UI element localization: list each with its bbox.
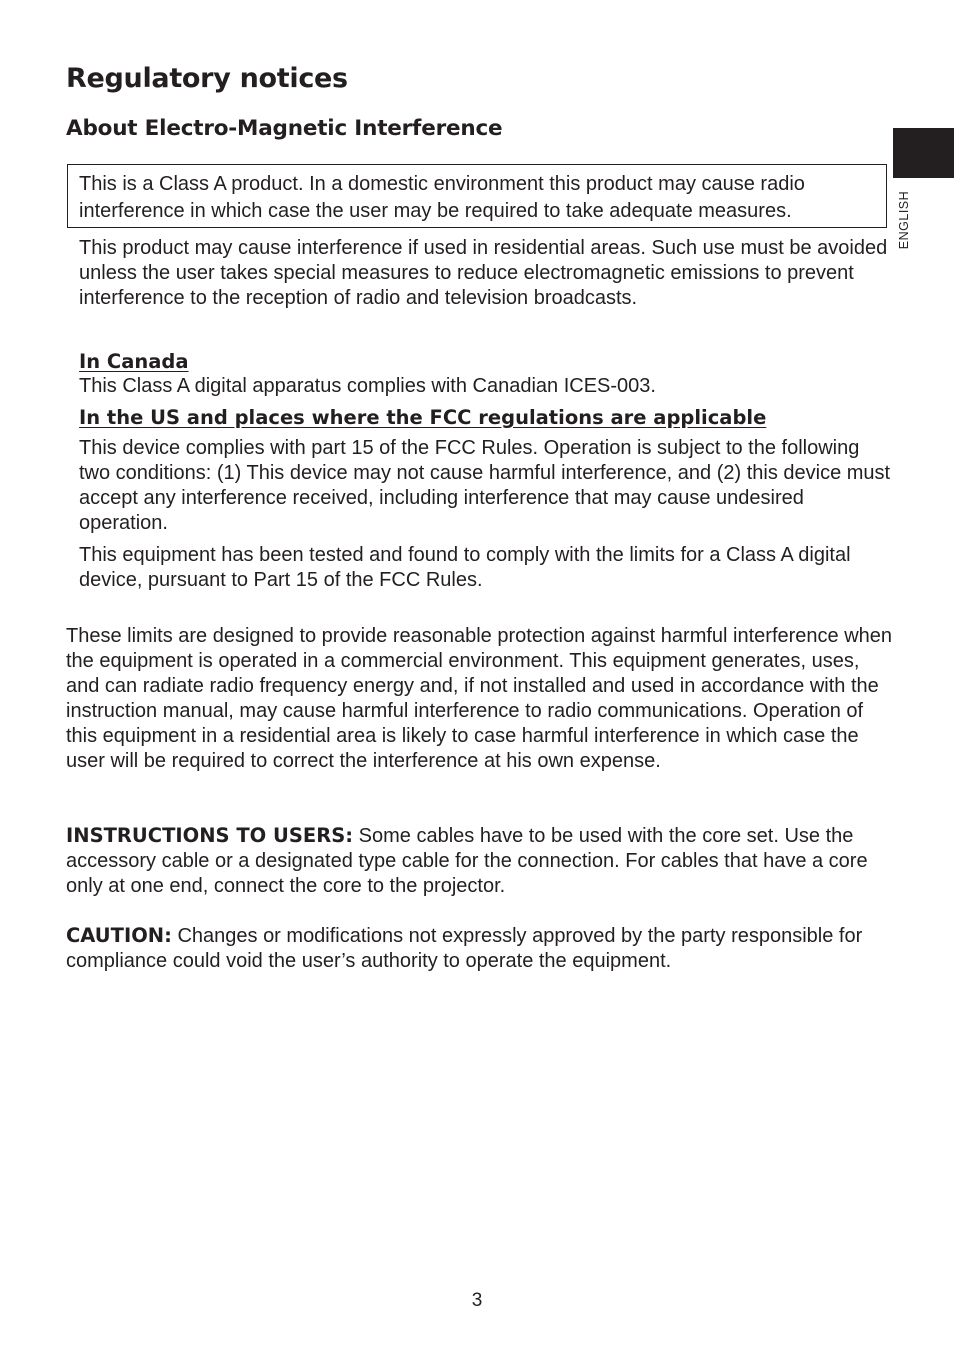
canada-heading: In Canada — [79, 350, 189, 373]
language-side-label: ENGLISH — [897, 190, 911, 250]
instructions-text: Some cables have to be used with the core set. Use the accessory cable or a designated type cable for the connection. For cables that have a core only at one end, connect the core to the projector. — [66, 825, 868, 897]
caution-label: CAUTION: — [66, 924, 172, 947]
class-a-notice-text: This is a Class A product. In a domestic environment this product may cause radio interference in which case the user may be required to take adequate measures. — [79, 173, 805, 222]
fcc-conditions-paragraph: This device complies with part 15 of the FCC Rules. Operation is subject to the following two conditions: (1) This device may not cause harmful interference, and (2) this device must accept any interference received, including interference that may cause undesired operation. — [79, 437, 891, 534]
residential-use-paragraph: This product may cause interference if used in residential areas. Such use must be avoided unless the user takes special measures to reduce electromagnetic emissions to prevent interference to the reception of radio and television broadcasts. — [79, 237, 888, 309]
caution-paragraph — [66, 923, 894, 974]
us-fcc-heading: In the US and places where the FCC regulations are applicable — [79, 406, 767, 429]
limits-paragraph: These limits are designed to provide reasonable protection against harmful interference when the equipment is operated in a commercial environment. This equipment generates, uses, and can radiate radio frequency energy and, if not installed and used in accordance with the instruction manual, may cause harmful interference to radio communications. Operation of this equipment in a residential area is likely to case harmful interference in which case the user will be required to correct the interference at his own expense. — [66, 625, 893, 772]
section-title: About Electro-Magnetic Interference — [66, 116, 503, 141]
language-tab-marker — [893, 128, 954, 178]
caution-text: Changes or modifications not expressly approved by the party responsible for compliance could void the user’s authority to operate the equipment. — [66, 925, 863, 972]
instructions-paragraph — [66, 823, 894, 899]
instructions-label: INSTRUCTIONS TO USERS: — [66, 824, 354, 847]
canada-paragraph: This Class A digital apparatus complies with Canadian ICES-003. — [79, 375, 656, 397]
page-number: 3 — [471, 1290, 483, 1311]
class-a-notice-box — [67, 164, 887, 228]
fcc-class-a-paragraph: This equipment has been tested and found to comply with the limits for a Class A digital device, pursuant to Part 15 of the FCC Rules. — [79, 544, 851, 591]
page-title: Regulatory notices — [66, 63, 348, 94]
